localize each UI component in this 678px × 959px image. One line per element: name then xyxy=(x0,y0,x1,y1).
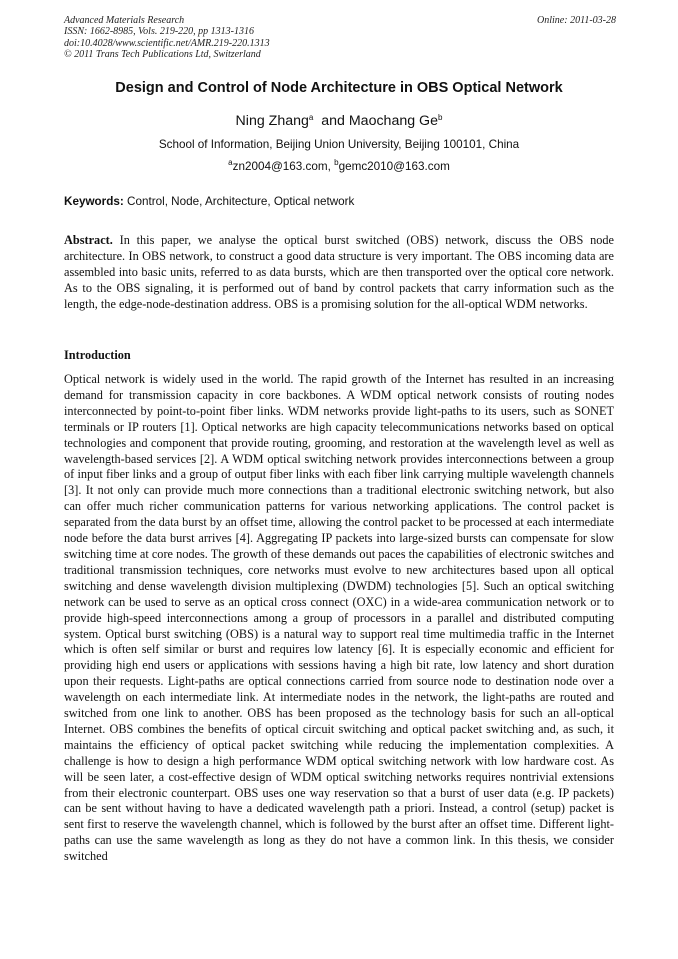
author-2-sup: b xyxy=(437,113,443,122)
paper-title: Design and Control of Node Architecture in OBS Optical Network xyxy=(115,80,563,96)
email-2-sup: b xyxy=(334,158,339,167)
author-line xyxy=(0,113,678,129)
abstract xyxy=(64,233,614,313)
keywords-text: Control, Node, Architecture, Optical network xyxy=(123,195,355,208)
journal-name: Advanced Materials Research xyxy=(64,15,185,26)
email-1-sup: a xyxy=(228,158,233,167)
issn-line: ISSN: 1662-8985, Vols. 219-220, pp 1313-1316 xyxy=(64,26,254,38)
keywords xyxy=(64,195,624,208)
email-1: zn2004@163.com, xyxy=(232,160,335,173)
author-1: Ning Zhang xyxy=(235,113,309,129)
introduction-text: Optical network is widely used in the world. The rapid growth of the Internet has resulted in an increasing demand for transmission capacity in core backbones. A WDM optical network consists of routing nodes interconnected by point-to-point fiber links. WDM networks provide light-paths to its users, such as SONET terminals or IP routers [1]. Optical networks are high capacity telecommunications networks based on optical technologies and component that provide routing, grooming, and restoration at the wavelength level as well as wavelength-based services [2]. A WDM optical switching network provides interconnections between a group of input fiber links and a group of output fiber links with each fiber link carrying multiple wavelength channels [3]. It not only can provide much more connections than a traditional electronic switching network, but also can offer much richer communication patterns for various networking applications. The control packet is separated from the data burst by an offset time, allowing the control packet to be processed at each intermediate node before the data burst arrives [4]. Aggregating IP packets into large-sized bursts can compensate for slow switching time at core nodes. The growth of these demands out paces the capabilities of electronic switches and traditional transmission techniques, core networks must evolve to new architectures based upon all optical switching and dense wavelength division multiplexing (DWDM) technologies [5]. Such an optical switching network can be used to serve as an optical cross connect (OXC) in a wide-area communication network or to provide high-speed interconnections among a group of processors in a parallel and distributed computing system. Optical burst switching (OBS) is a natural way to support real time multimedia traffic in the Internet which is often self similar or burst and requires low latency [6]. It is especially economic and efficient for providing high end users or applications with sessions having a high bit rate, low latency and short duration upon their requests. Light-paths are optical connections carried from source node to destination node over a wavelength on each intermediate link. At intermediate nodes in the network, the light-paths are routed and switched from one link to another. OBS has been proposed as the technology basis for such an all-optical Internet. OBS combines the benefits of optical circuit switching and optical packet switching and, as such, it maintains the efficiency of optical packet switching while reducing the implementation complexities. A challenge is how to design a high performance WDM optical switching network with low hardware cost. As will be seen later, a cost-effective design of WDM optical switching networks requires nontrivial extensions from their electronic counterpart. OBS uses one way reservation so that a burst of user data (e.g. IP packets) can be sent without having to have a dedicated wavelength path a priori. Instead, a control (setup) packet is sent first to reserve the wavelength channel, which is followed by the burst after an offset time. Different light-paths can use the same wavelength as long as they do not have a common link. In this thesis, we consider switched xyxy=(64,372,614,864)
journal-header xyxy=(64,15,616,61)
email-2: gemc2010@163.com xyxy=(338,160,450,173)
affiliation: School of Information, Beijing Union University, Beijing 100101, China xyxy=(158,138,520,151)
abstract-label: Abstract. xyxy=(64,233,113,247)
author-1-sup: a xyxy=(308,113,314,122)
copyright-line: © 2011 Trans Tech Publications Ltd, Switzerland xyxy=(64,49,261,61)
keywords-label: Keywords: xyxy=(64,195,124,208)
introduction-heading: Introduction xyxy=(64,348,131,362)
doi-line: doi:10.4028/www.scientific.net/AMR.219-220.1313 xyxy=(64,37,270,49)
abstract-text: In this paper, we analyse the optical burst switched (OBS) network, discuss the OBS node architecture. In OBS network, to construct a good data structure is very important. The OBS incoming data are assembled into basic units, referred to as data bursts, which are then transported over the optical core network. As to the OBS signaling, it is performed out of band by control packets that carry information such as the length, the edge-node-destination address. OBS is a promising solution for the all-optical WDM networks. xyxy=(64,233,614,311)
author-2: and Maochang Ge xyxy=(313,113,438,129)
email-line xyxy=(0,160,678,173)
online-date: Online: 2011-03-28 xyxy=(537,15,616,26)
